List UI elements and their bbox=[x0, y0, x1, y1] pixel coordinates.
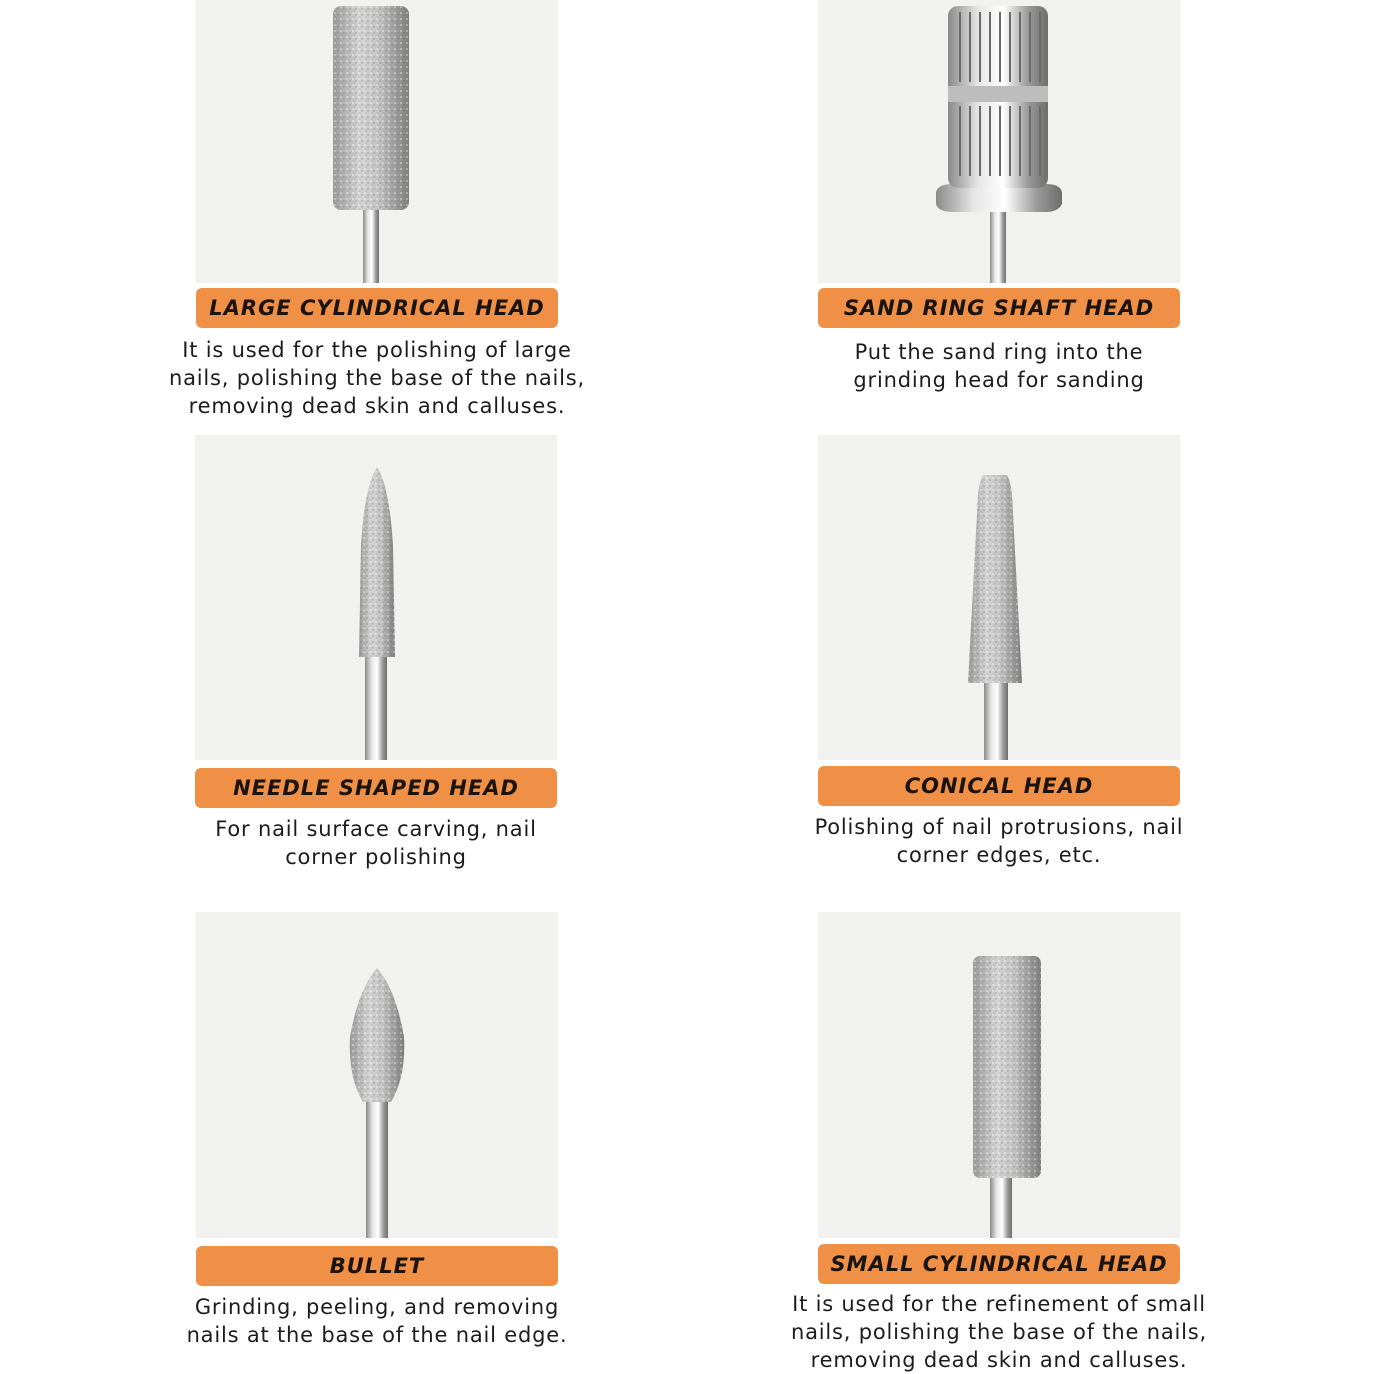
bit-photo bbox=[818, 0, 1180, 283]
bit-title-label: BULLET bbox=[196, 1246, 558, 1286]
bit-title-label: LARGE CYLINDRICAL HEAD bbox=[196, 288, 558, 328]
small-cylindrical-bit-icon bbox=[818, 912, 1180, 1238]
bit-description: It is used for the refinement of small nails, polishing the base of the nails, removing dead skin and calluses. bbox=[791, 1292, 1207, 1372]
bit-description: For nail surface carving, nail corner polishing bbox=[215, 817, 537, 869]
bullet-bit-icon bbox=[196, 912, 558, 1238]
bit-photo bbox=[195, 435, 557, 760]
conical-bit-icon bbox=[818, 435, 1180, 760]
bit-photo bbox=[196, 912, 558, 1238]
bit-photo bbox=[818, 435, 1180, 760]
large-cylindrical-bit-icon bbox=[196, 0, 558, 283]
bit-title-label: NEEDLE SHAPED HEAD bbox=[195, 768, 557, 808]
bit-photo bbox=[196, 0, 558, 283]
bit-description: Put the sand ring into the grinding head for sanding bbox=[853, 340, 1145, 392]
bit-photo bbox=[818, 912, 1180, 1238]
bit-description: Polishing of nail protrusions, nail corner edges, etc. bbox=[814, 815, 1184, 867]
bit-title-label: SMALL CYLINDRICAL HEAD bbox=[818, 1244, 1180, 1284]
bit-description: Grinding, peeling, and removing nails at the base of the nail edge. bbox=[186, 1295, 568, 1347]
bit-title-label: SAND RING SHAFT HEAD bbox=[818, 288, 1180, 328]
needle-bit-icon bbox=[195, 435, 557, 760]
bit-description: It is used for the polishing of large nails, polishing the base of the nails, removing dead skin and calluses. bbox=[169, 338, 585, 418]
bit-title-label: CONICAL HEAD bbox=[818, 766, 1180, 806]
sand-ring-shaft-bit-icon bbox=[818, 0, 1180, 283]
